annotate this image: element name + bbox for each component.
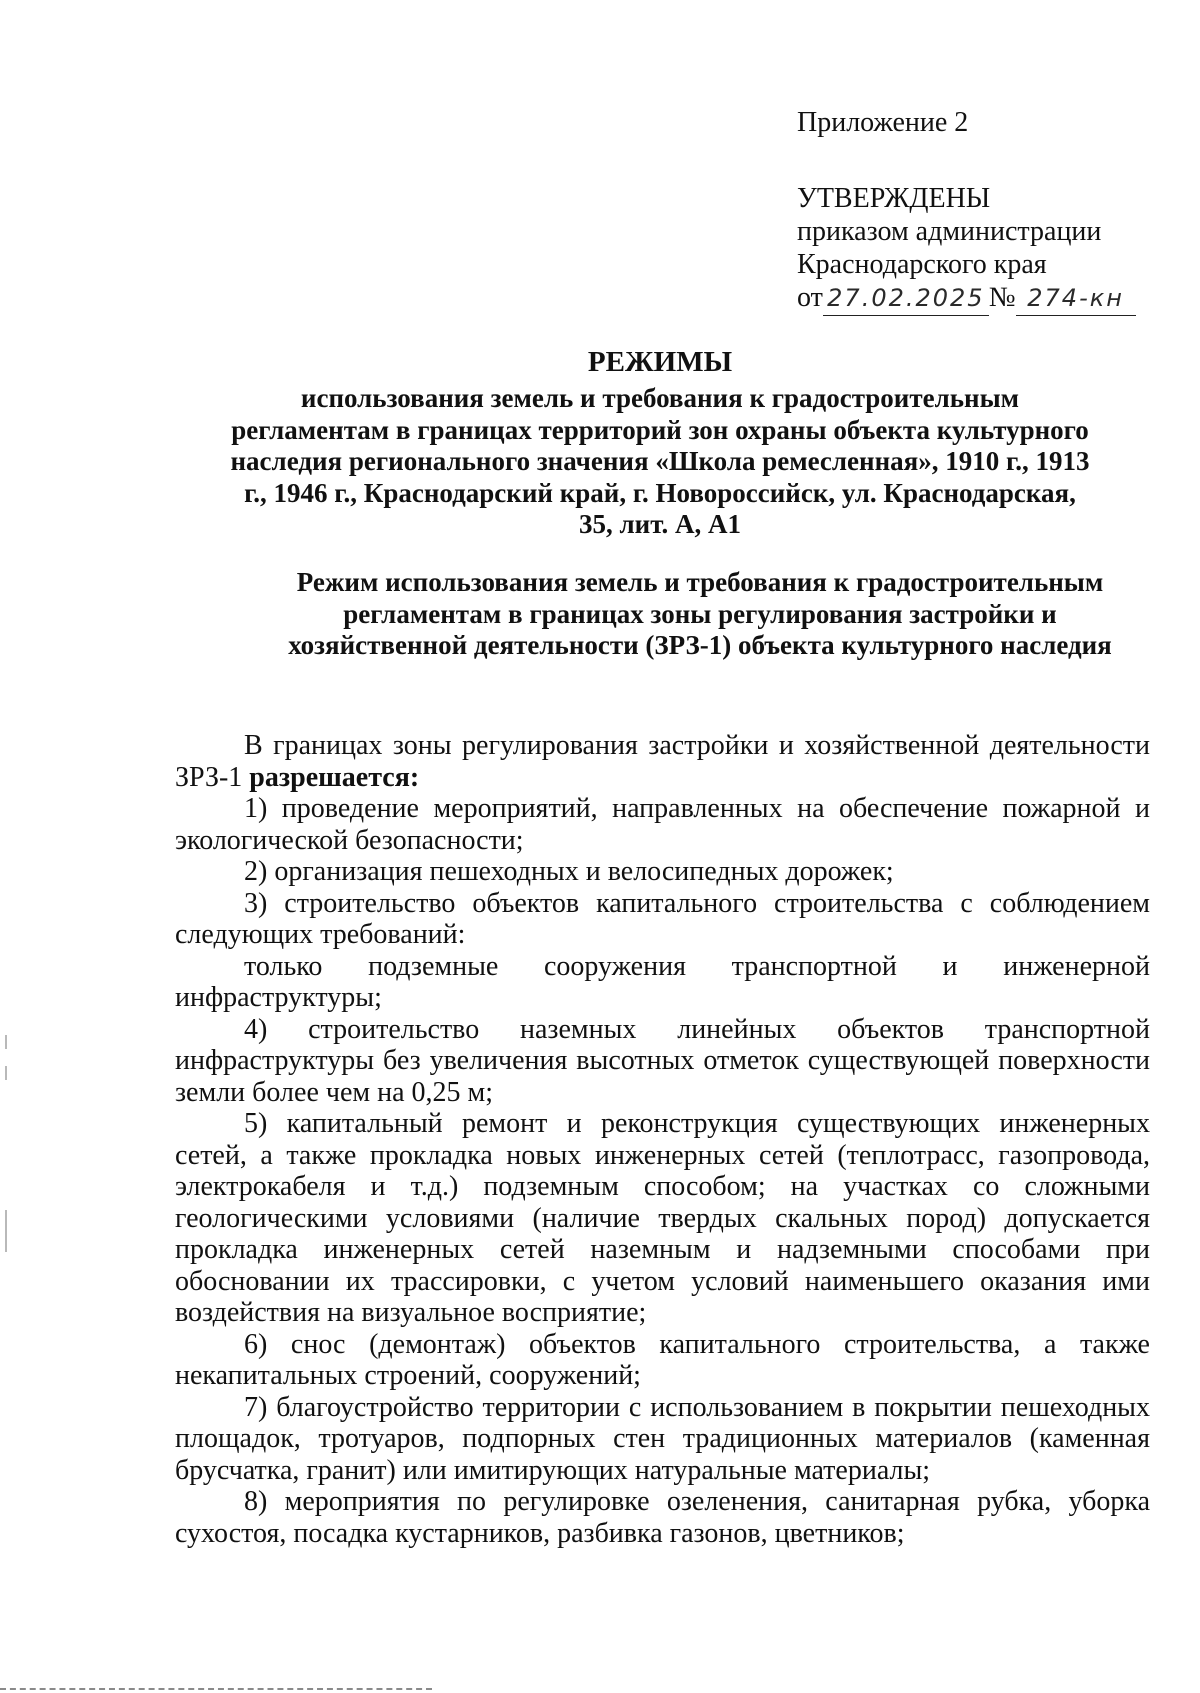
list-item: 5) капитальный ремонт и реконструкция существующих инженерных сетей, а также прокладка новых инженерных сетей (теплотрасс, газопровода, электрокабеля и т.д.) подземным способом; на участках со сложными геологическими условиями (наличие твердых скальных пород) допускается прокладка инженерных сетей наземным и надземными способами при обосновании их трассировки, с учетом условий наименьшего оказания ими воздействия на визуальное восприятие; xyxy=(175,1108,1150,1328)
list-item: 1) проведение мероприятий, направленных на обеспечение пожарной и экологической безопасности; xyxy=(175,793,1150,856)
handwritten-number: 274-кн xyxy=(1016,282,1136,316)
bottom-divider xyxy=(0,1688,432,1690)
list-item: 2) организация пешеходных и велосипедных дорожек; xyxy=(244,856,894,887)
document-title xyxy=(230,345,1090,541)
document-body xyxy=(175,730,1150,1549)
scan-margin-mark xyxy=(5,1066,7,1080)
intro-paragraph xyxy=(175,730,1150,793)
list-item: 4) строительство наземных линейных объектов транспортной инфраструктуры без увеличения высотных отметок существующей поверхности земли более чем на 0,25 м; xyxy=(175,1013,1150,1108)
list-item: 3) строительство объектов капитального строительства с соблюдением следующих требований: xyxy=(175,887,1150,950)
date-prefix: от xyxy=(797,282,823,313)
list-item: 6) снос (демонтаж) объектов капитального строительства, а также некапитальных строений, сооружений; xyxy=(175,1328,1150,1391)
list-item: 8) мероприятия по регулировке озеленения, санитарная рубка, уборка сухостоя, посадка кустарников, разбивка газонов, цветников; xyxy=(175,1486,1150,1549)
annex-label: Приложение 2 xyxy=(797,107,969,138)
approval-block xyxy=(797,106,1136,316)
document-title-main: РЕЖИМЫ xyxy=(587,346,733,378)
scan-margin-mark xyxy=(5,1035,7,1049)
section-heading: Режим использования земель и требования к градостроительным регламентам в границах зоны регулирования застройки и хозяйственной деятельности (ЗРЗ-1) объекта культурного наследия xyxy=(288,567,1112,660)
approved-by-line-2: Краснодарского края xyxy=(797,249,1047,280)
intro-text: В границах зоны регулирования застройки и хозяйственной деятельности ЗРЗ-1 xyxy=(175,730,1150,793)
approval-date-line xyxy=(797,281,1136,316)
list-item: 7) благоустройство территории с использованием в покрытии пешеходных площадок, тротуаров, подпорных стен традиционных материалов (каменная брусчатка, гранит) или имитирующих натуральные материалы; xyxy=(175,1391,1150,1486)
approved-heading: УТВЕРЖДЕНЫ xyxy=(797,183,991,214)
number-sign: № xyxy=(988,282,1016,313)
approved-by-line-1: приказом администрации xyxy=(797,216,1102,247)
scan-margin-mark xyxy=(5,1210,7,1252)
intro-bold-text: разрешается: xyxy=(249,761,420,793)
document-title-subtitle: использования земель и требования к градостроительным регламентам в границах территорий зон охраны объекта культурного наследия регионального значения «Школа ремесленная», 1910 г., 1913 г., 1946 г., Краснодарский край, г. Новороссийск, ул. Краснодарская, 35, лит. А, А1 xyxy=(230,383,1090,539)
handwritten-date: 27.02.2025 xyxy=(823,282,989,316)
list-item: только подземные сооружения транспортной и инженерной инфраструктуры; xyxy=(175,950,1150,1013)
